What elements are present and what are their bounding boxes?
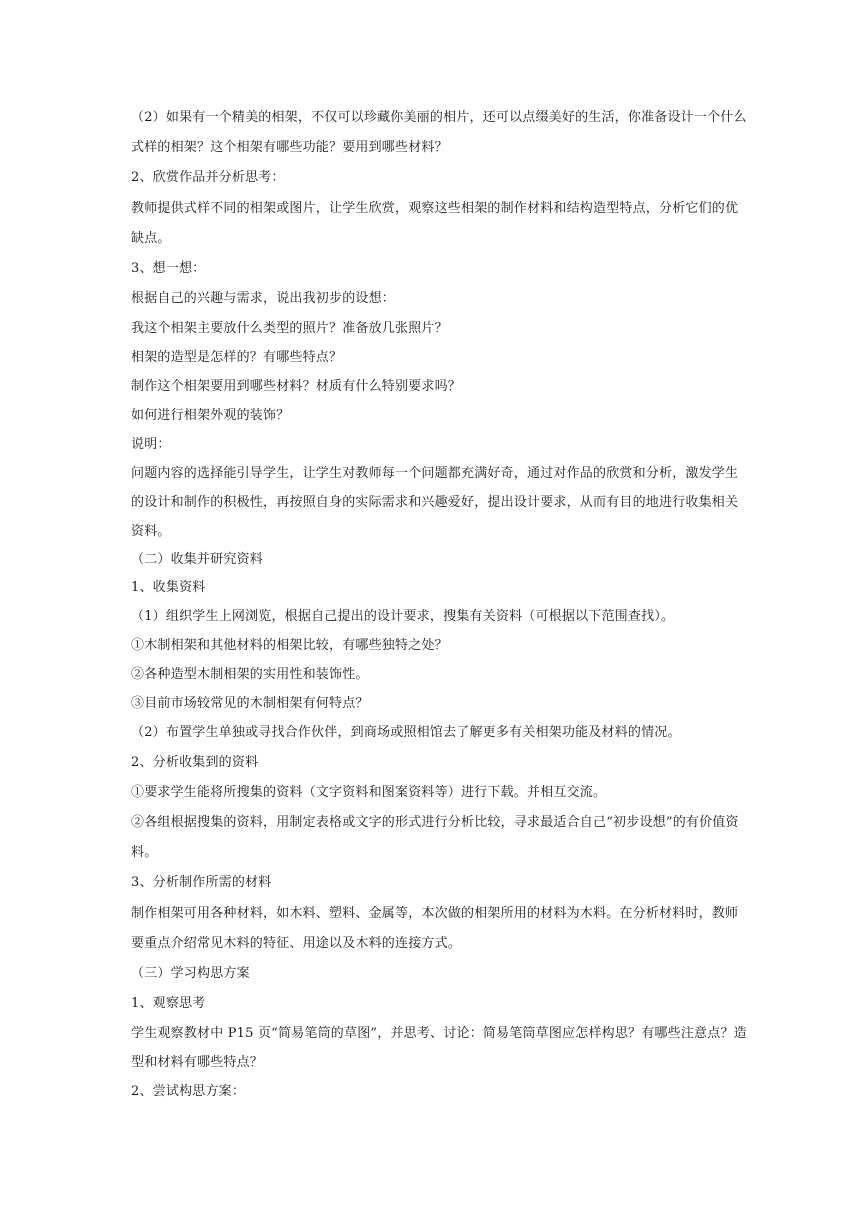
text-line: 3、分析制作所需的材料: [131, 875, 272, 890]
text-line: 如何进行相架外观的装饰？: [131, 408, 290, 423]
text-line: 料。: [131, 845, 158, 860]
text-line: ②各组根据搜集的资料，用制定表格或文字的形式进行分析比较，寻求最适合自己“初步设想”的有价值资: [131, 815, 739, 830]
text-line: 说明：: [131, 437, 171, 452]
text-line: ③目前市场较常见的木制相架有何特点？: [131, 696, 369, 711]
text-line: 教师提供式样不同的相架或图片，让学生欣赏，观察这些相架的制作材料和结构造型特点，分析它们的优: [131, 201, 739, 216]
text-line: 制作这个相架要用到哪些材料？材质有什么特别要求吗？: [131, 379, 462, 394]
text-line: 问题内容的选择能引导学生，让学生对教师每一个问题都充满好奇，通过对作品的欣赏和分析，激发学生: [131, 466, 739, 481]
text-line: 2、分析收集到的资料: [131, 755, 259, 770]
text-line: 资料。: [131, 524, 171, 539]
text-line: 要重点介绍常见木料的特征、用途以及木料的连接方式。: [131, 936, 462, 951]
text-line: 相架的造型是怎样的？有哪些特点？: [131, 350, 343, 365]
text-line: 根据自己的兴趣与需求，说出我初步的设想：: [131, 291, 396, 306]
text-line: ①要求学生能将所搜集的资料（文字资料和图案资料等）进行下载。并相互交流。: [131, 785, 607, 800]
text-line: 式样的相架？这个相架有哪些功能？要用到哪些材料？: [131, 140, 448, 155]
text-line: 3、想一想：: [131, 261, 206, 276]
text-line: 2、尝试构思方案：: [131, 1084, 246, 1099]
text-line: （二）收集并研究资料: [131, 552, 264, 567]
text-line: 型和材料有哪些特点？: [131, 1055, 264, 1070]
text-line: ②各种造型木制相架的实用性和装饰性。: [131, 667, 369, 682]
text-line: 1、收集资料: [131, 580, 206, 595]
text-line: ①木制相架和其他材料的相架比较，有哪些独特之处？: [131, 638, 448, 653]
text-line: （1）组织学生上网浏览，根据自己提出的设计要求，搜集有关资料（可根据以下范围查找）。: [131, 609, 675, 624]
text-line: （2）如果有一个精美的相架，不仅可以珍藏你美丽的相片，还可以点缀美好的生活，你准备设计一个什么: [131, 110, 747, 125]
text-line: 制作相架可用各种材料，如木料、塑料、金属等，本次做的相架所用的材料为木料。在分析材料时，教师: [131, 906, 739, 921]
text-line: 1、观察思考: [131, 996, 206, 1011]
text-line: 的设计和制作的积极性，再按照自身的实际需求和兴趣爱好，提出设计要求，从而有目的地进行收集相关: [131, 495, 739, 510]
text-line: （2）布置学生单独或寻找合作伙伴，到商场或照相馆去了解更多有关相架功能及材料的情况。: [131, 725, 681, 740]
text-line: 学生观察教材中 P15 页“简易笔筒的草图”，并思考、讨论：简易笔筒草图应怎样构思？有哪些注意点？造: [131, 1026, 747, 1041]
text-line: 我这个相架主要放什么类型的照片？准备放几张照片？: [131, 321, 448, 336]
text-line: 缺点。: [131, 231, 171, 246]
text-line: 2、欣赏作品并分析思考：: [131, 170, 285, 185]
text-line: （三）学习构思方案: [131, 966, 250, 981]
